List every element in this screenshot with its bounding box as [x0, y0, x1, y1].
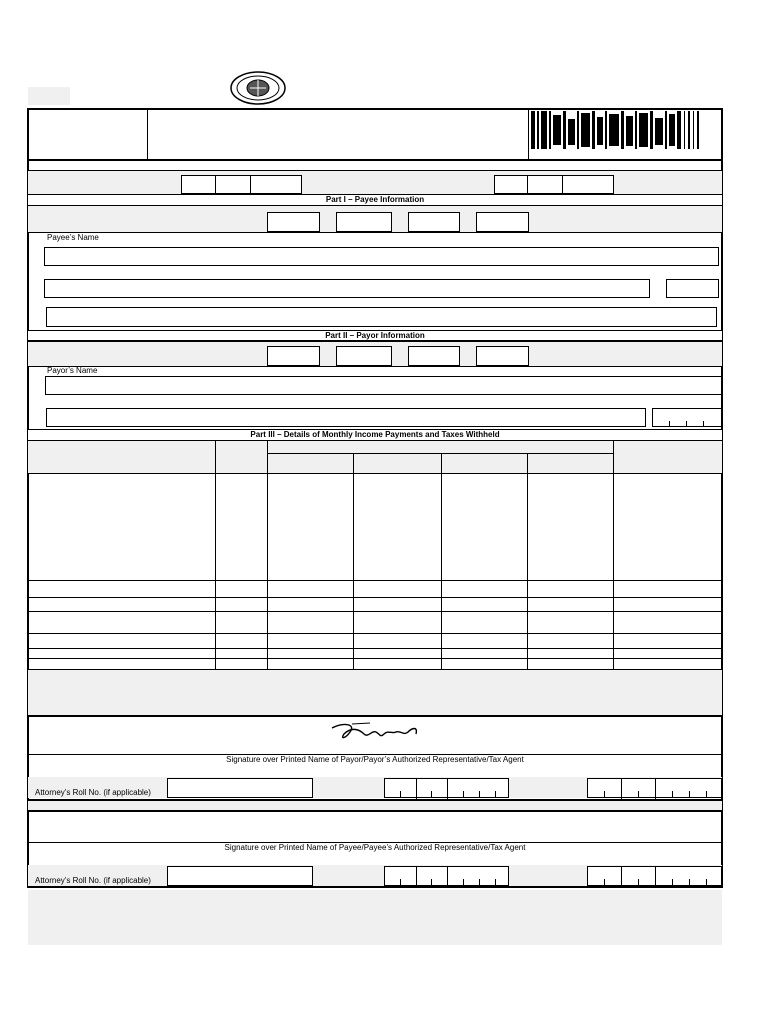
part1-title: Part I – Payee Information: [325, 195, 425, 204]
payee-tin-seg1[interactable]: [267, 212, 320, 232]
from-month-box[interactable]: [181, 175, 216, 194]
payee-foreign-address-field[interactable]: [46, 307, 717, 327]
payor-zip-field[interactable]: [652, 408, 722, 427]
payee-attorney-label: Attorney’s Roll No. (if applicable): [35, 876, 151, 885]
header-bottom-rule: [28, 159, 722, 161]
part2-title: Part II – Payor Information: [325, 331, 425, 340]
part3-header: [28, 430, 722, 440]
payor-address-field[interactable]: [46, 408, 646, 427]
payor-name-field[interactable]: [45, 376, 722, 395]
payee-address-field[interactable]: [44, 279, 650, 298]
payee-ptr-date-field[interactable]: [384, 866, 509, 886]
header-divider-left: [147, 109, 148, 160]
signature-scribble: [330, 718, 422, 744]
declaration-block: [28, 670, 722, 715]
seal-icon: [229, 70, 287, 106]
payor-name-label: Payor’s Name: [47, 366, 98, 375]
barcode-icon: [531, 111, 701, 149]
part3-title: Part III – Details of Monthly Income Payments and Taxes Withheld: [250, 430, 500, 439]
period-row: [28, 171, 722, 194]
payee-name-label: Payee’s Name: [47, 233, 99, 242]
payee-name-field[interactable]: [44, 247, 719, 266]
payor-tin-seg3[interactable]: [408, 346, 460, 366]
payor-signature-caption: Signature over Printed Name of Payor/Payor’s Authorized Representative/Tax Agent: [226, 755, 524, 764]
payee-zip-field[interactable]: [666, 279, 719, 298]
payee-signature-caption: Signature over Printed Name of Payee/Payee’s Authorized Representative/Tax Agent: [224, 843, 526, 852]
from-year-box[interactable]: [250, 175, 302, 194]
from-day-box[interactable]: [215, 175, 251, 194]
payor-tin-seg2[interactable]: [336, 346, 392, 366]
payee-expiry-date-field[interactable]: [587, 866, 722, 886]
payor-tin-seg1[interactable]: [267, 346, 320, 366]
header-divider-right: [528, 109, 529, 160]
payee-tin-seg4[interactable]: [476, 212, 529, 232]
payor-expiry-date-field[interactable]: [587, 778, 722, 798]
to-day-box[interactable]: [527, 175, 563, 194]
to-year-box[interactable]: [562, 175, 614, 194]
part3-table: [28, 441, 722, 670]
footer-block: [28, 890, 722, 945]
payor-ptr-date-field[interactable]: [384, 778, 509, 798]
part1-header: [28, 195, 722, 205]
form-number-tag: [28, 87, 70, 105]
to-month-box[interactable]: [494, 175, 528, 194]
payor-tin-seg4[interactable]: [476, 346, 529, 366]
payee-tin-seg2[interactable]: [336, 212, 392, 232]
payor-attorney-roll-field[interactable]: [167, 778, 313, 798]
payee-attorney-roll-field[interactable]: [167, 866, 313, 886]
payee-tin-seg3[interactable]: [408, 212, 460, 232]
payor-attorney-label: Attorney’s Roll No. (if applicable): [35, 788, 151, 797]
conforme-row: [28, 801, 722, 810]
